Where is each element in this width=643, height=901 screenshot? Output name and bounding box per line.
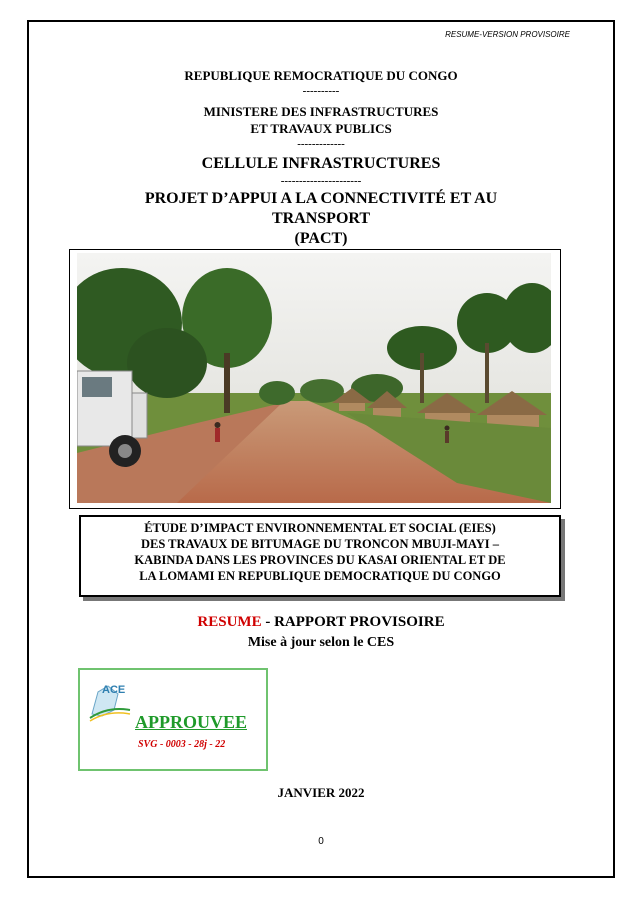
separator: ---------- <box>302 85 340 97</box>
update-note: Mise à jour selon le CES <box>247 635 395 650</box>
report-type <box>29 614 613 631</box>
cover-photo-road <box>77 253 551 503</box>
study-title-box <box>79 515 561 597</box>
approved-label: APPROUVEE <box>135 712 247 732</box>
approval-code: SVG - 0003 - 28j - 22 <box>138 739 226 750</box>
header-note: RESUME-VERSION PROVISOIRE <box>445 30 570 39</box>
report-type-label: - RAPPORT PROVISOIRE <box>261 614 445 630</box>
cover-photo-frame <box>69 249 561 509</box>
study-title-line-1: ÉTUDE D’IMPACT ENVIRONNEMENTAL ET SOCIAL (EIES) <box>144 521 496 535</box>
report-date: JANVIER 2022 <box>277 785 365 800</box>
project-acronym: (PACT) <box>294 230 348 247</box>
cell-title: CELLULE INFRASTRUCTURES <box>201 155 441 172</box>
republic-title: REPUBLIQUE REMOCRATIQUE DU CONGO <box>184 68 458 83</box>
ace-logo-text: ACE <box>102 684 126 696</box>
study-title-line-3: KABINDA DANS LES PROVINCES DU KASAI ORIENTAL ET DE <box>134 553 506 567</box>
ministry-line-1: MINISTERE DES INFRASTRUCTURES <box>203 104 439 119</box>
separator: ------------- <box>297 138 345 150</box>
approval-stamp <box>78 668 268 771</box>
study-title-line-4: LA LOMAMI EN REPUBLIQUE DEMOCRATIQUE DU CONGO <box>139 569 501 583</box>
project-title-line-2: TRANSPORT <box>271 210 371 227</box>
study-title-line-2: DES TRAVAUX DE BITUMAGE DU TRONCON MBUJI-MAYI – <box>140 537 500 551</box>
project-title-line-1: PROJET D’APPUI A LA CONNECTIVITÉ ET AU <box>144 190 498 207</box>
resume-label: RESUME <box>197 614 262 630</box>
ministry-line-2: ET TRAVAUX PUBLICS <box>250 121 392 136</box>
separator: ---------------------- <box>280 175 362 187</box>
page-number: 0 <box>318 836 324 847</box>
